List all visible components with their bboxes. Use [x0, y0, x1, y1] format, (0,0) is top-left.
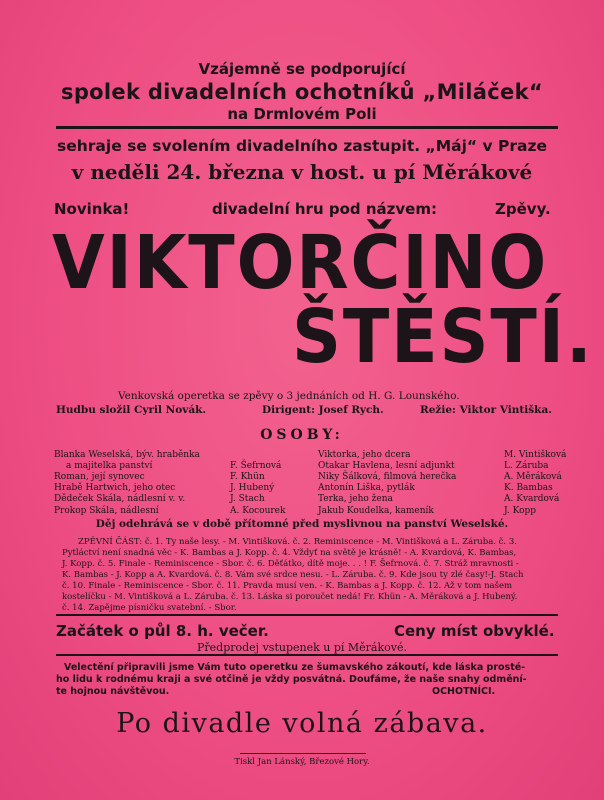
- cast-role: Viktorka, jeho dcera: [318, 450, 411, 460]
- invitation-line: ho lidu k rodnému kraji a své otčině je vždy posvátná. Doufáme, že naše snahy odmění-: [56, 674, 527, 685]
- songs-line: K. Bambas - J. Kopp a A. Kvardová. č. 8. Vám své srdce nesu. - L. Záruba. č. 9. Kde jsou ty zlé časy!-J. Stach: [62, 570, 524, 580]
- invitation-line: Velectění připravili jsme Vám tuto operetku ze šumavského zákoutí, kde láska prosté-: [64, 662, 526, 673]
- cast-actor: J. Kopp: [504, 506, 537, 516]
- cast-actor: J. Stach: [230, 494, 265, 504]
- header-rule: [56, 126, 558, 129]
- cast-role: Antonín Liška, pytlák: [318, 483, 415, 493]
- songs-rule: [56, 614, 558, 616]
- cast-role: Roman, její synovec: [54, 472, 145, 482]
- cast-role: a majitelka panství: [66, 461, 153, 471]
- printer-imprint: Tiskl Jan Lánský, Březové Hory.: [234, 757, 370, 767]
- signature: OCHOTNÍCI.: [432, 686, 496, 697]
- cast-role: Blanka Weselská, býv. hraběnka: [54, 450, 200, 460]
- cast-role: Niky Šálková, filmová herečka: [318, 472, 457, 482]
- permission-line: sehraje se svolením divadelního zastupit. „Máj“ v Praze: [57, 137, 547, 155]
- cast-role: Otakar Havlena, lesní adjunkt: [318, 461, 455, 471]
- cast-role: Jakub Koudelka, kameník: [318, 506, 434, 516]
- society-location: na Drmlovém Poli: [227, 105, 377, 123]
- songs-line: kostelíčku - M. Vintišková a L. Záruba. č. 13. Láska si poroučet nedá! Fr. Khün - A. Měráková a J. Hubený.: [62, 592, 518, 602]
- conductor-credit: Dirigent: Josef Rych.: [262, 404, 384, 416]
- info-rule: [56, 654, 558, 656]
- setting-line: Děj odehrává se v době přítomné před myslivnou na panství Weselské.: [95, 518, 509, 530]
- play-intro: divadelní hru pod názvem:: [212, 200, 437, 218]
- songs-label: Zpěvy.: [495, 200, 551, 218]
- date-venue-line: v neděli 24. března v host. u pí Měrákové: [71, 160, 533, 184]
- cast-heading: OSOBY:: [260, 427, 344, 443]
- society-intro: Vzájemně se podporující: [198, 60, 406, 78]
- play-title-line2: ŠTĚSTÍ.: [292, 294, 594, 380]
- songs-line: Pytláctví není snadná věc - K. Bambas a J. Kopp. č. 4. Vždyť na světě je krásně! - A. Kvardová, K. Bambas,: [62, 548, 517, 558]
- invitation-line: te hojnou návštěvou.: [56, 686, 170, 697]
- cast-actor: M. Vintišková: [504, 450, 567, 460]
- cast-actor: K. Bambas: [504, 483, 553, 493]
- cast-role: Hrabě Hartwich, jeho otec: [54, 483, 176, 493]
- afterparty-headline: Po divadle volná zábava.: [116, 708, 488, 739]
- ticket-prices: Ceny míst obvyklé.: [394, 622, 555, 640]
- printer-rule: [240, 753, 366, 754]
- director-credit: Režie: Viktor Vintiška.: [420, 404, 552, 416]
- cast-role: Dědeček Skála, nádlesní v. v.: [54, 494, 186, 504]
- cast-actor: F. Khün: [230, 472, 265, 482]
- operetta-subtitle: Venkovská operetka se zpěvy o 3 jednáních od H. G. Lounského.: [118, 390, 460, 402]
- presale-info: Předprodej vstupenek u pí Měrákové.: [197, 641, 407, 654]
- cast-actor: A. Kvardová: [504, 494, 560, 504]
- songs-line: ZPĚVNÍ ČÁST: č. 1. Ty naše lesy. - M. Vintišková. č. 2. Reminiscence - M. Vintišková a L. Záruba. č. 3.: [78, 537, 517, 547]
- society-name: spolek divadelních ochotníků „Miláček“: [61, 80, 543, 104]
- cast-role: Prokop Skála, nádlesní: [54, 506, 159, 516]
- songs-line: J. Kopp. č. 5. Finale - Reminiscence - Sbor. č. 6. Děťátko, dítě moje. . . ! F. Šefrnová. č. 7. Stráž mravnosti -: [62, 559, 519, 569]
- novelty-label: Novinka!: [54, 200, 130, 218]
- songs-line: č. 14. Zapějme písničku svatební. - Sbor.: [62, 603, 237, 613]
- music-credit: Hudbu složil Cyril Novák.: [56, 404, 207, 416]
- songs-line: č. 10. Finale - Reminiscence - Sbor. č. 11. Pravda musí ven. - K. Bambas a J. Kopp. č. 12. Až v tom našem: [62, 581, 513, 591]
- cast-actor: J. Hubený: [230, 483, 275, 493]
- start-time: Začátek o půl 8. h. večer.: [56, 622, 269, 640]
- cast-actor: F. Šefrnová: [230, 461, 282, 471]
- cast-actor: A. Měráková: [504, 472, 562, 482]
- cast-actor: L. Záruba: [504, 461, 549, 471]
- cast-role: Terka, jeho žena: [318, 494, 393, 504]
- play-title-line1: VIKTORČINO: [52, 220, 549, 306]
- cast-actor: A. Kocourek: [230, 506, 286, 516]
